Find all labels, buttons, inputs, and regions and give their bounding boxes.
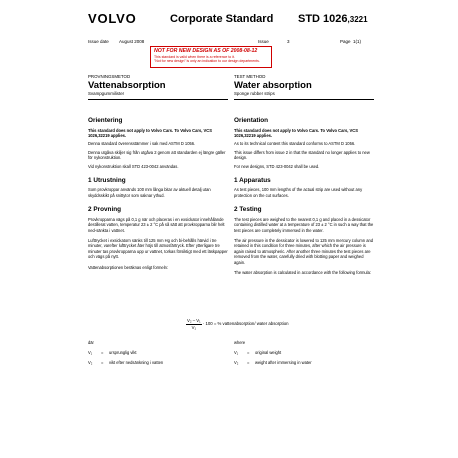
definition-v1 bbox=[234, 350, 374, 360]
formula-denominator: V₁ bbox=[191, 324, 196, 330]
orientation-notice: This standard does not apply to Volvo Cars. To Volvo Cars, VCS 1026,32219 applies. bbox=[234, 127, 358, 138]
section-2-para-2: Lufttrycket i exsickatorn sänks till 125 mm Hg och bi-behålls härvid i tre minuter, varefter lufttrycket åter höjs till atmosfärtryck. Efter ytterligare tre minuter tas provkropparna upp ur vattnet, torkas försiktigt med ett läskpapper och vägs på nytt. bbox=[88, 237, 228, 260]
title-divider bbox=[88, 99, 228, 100]
section-2-heading: 2 Provning bbox=[88, 206, 122, 214]
section-2-para-1: The test pieces are weighed to the nearest 0,1 g and placed in a dessicator containing distilled water at a temperature of 23 ± 2 °C in such a way that the test pieces are completely immersed in the water. bbox=[234, 216, 374, 233]
orientation-para-2: This issue differs from issue 2 in that the standard no longer applies to new design. bbox=[234, 149, 370, 161]
doc-type: PROVNINGSMETOD bbox=[88, 74, 131, 79]
equals-sign: = bbox=[247, 350, 250, 355]
section-2-para-1: Provkropparna vägs på 0,1 g när och placeras i en exsickator innehållande destillerat vatten, temperatur 23 ± 2 °C på så sätt att provkropparna blir helt ned-sänkta i vattnet. bbox=[88, 216, 225, 233]
definition-v2-text: weight after immersing in water bbox=[255, 360, 312, 365]
page-label: Page bbox=[340, 39, 351, 44]
orientation-para-3: For new designs, STD 423-0042 shall be used. bbox=[234, 163, 320, 169]
standard-number-suffix: ,3221 bbox=[347, 15, 368, 24]
orientation-para-3: Vid nykonstruktion skall STD 423-0042 användas. bbox=[88, 163, 179, 169]
orientation-para-2: Denna utgåva skiljer sig från utgåva 2 genom att standarden ej längre gäller för nykonstruktion. bbox=[88, 149, 226, 161]
english-definitions bbox=[234, 340, 374, 370]
issue-date-label: Issue date bbox=[88, 39, 109, 44]
symbol-v1: V₁ bbox=[234, 350, 239, 355]
standard-number-main: STD 1026 bbox=[298, 13, 348, 25]
where-label: where bbox=[234, 340, 246, 345]
where-row bbox=[88, 340, 228, 350]
orientation-heading: Orientation bbox=[234, 117, 269, 124]
section-2-para-3: Vattenabsorptionen beräknas enligt formeln: bbox=[88, 264, 169, 270]
section-1-para: As test pieces, 100 mm lengths of the actual strip are used without any protection on the cut surfaces. bbox=[234, 187, 363, 198]
issue-number: 3 bbox=[287, 39, 290, 44]
stamp-title: NOT FOR NEW DESIGN AS OF 2008-08-12 bbox=[154, 48, 258, 54]
definition-v1 bbox=[88, 350, 228, 360]
formula-fraction bbox=[186, 318, 202, 330]
definition-v2 bbox=[88, 360, 228, 370]
volvo-logo: VOLVO bbox=[88, 11, 137, 26]
doc-title: Water absorption bbox=[234, 79, 312, 91]
symbol-v2: V₂ bbox=[234, 360, 239, 365]
header bbox=[88, 12, 370, 25]
symbol-v1: V₁ bbox=[88, 350, 93, 355]
equals-sign: = bbox=[101, 350, 104, 355]
definition-v2-text: vikt efter nedsänkning i vatten bbox=[109, 360, 164, 365]
doc-title: Vattenabsorption bbox=[88, 79, 166, 91]
water-absorption-formula bbox=[186, 318, 288, 330]
doc-type: TEST METHOD bbox=[234, 74, 266, 79]
orientation-para-1: Denna standard överensstämmer i sak med ASTM D 1056. bbox=[88, 141, 196, 147]
definition-v1-text: ursprunglig vikt bbox=[109, 350, 137, 355]
definition-v2 bbox=[234, 360, 374, 370]
doc-subtitle: Svampgummilister bbox=[88, 90, 125, 96]
equals-sign: = bbox=[101, 360, 104, 365]
section-2-heading: 2 Testing bbox=[234, 206, 262, 214]
equals-sign: = bbox=[247, 360, 250, 365]
english-column bbox=[234, 74, 374, 275]
stamp-line-1: This standard is valid when there is a reference to it. bbox=[154, 54, 235, 59]
where-label: där bbox=[88, 340, 94, 345]
section-1-para: Som provkroppar används 100 mm långa bitar av aktuell detalj utan skyddsskikt på snittytor som saknar ythud. bbox=[88, 187, 211, 198]
title-divider bbox=[234, 99, 374, 100]
formula-numerator: V₂ – V₁ bbox=[187, 318, 201, 323]
section-2-para-3: The water absorption is calculated in accordance with the following formula: bbox=[234, 270, 371, 275]
section-1-heading: 1 Apparatus bbox=[234, 176, 271, 184]
orientation-notice: This standard does not apply to Volvo Cars. To Volvo Cars, VCS 1026,32219 applies. bbox=[88, 127, 212, 138]
issue-label: Issue bbox=[258, 39, 269, 44]
symbol-v2: V₂ bbox=[88, 360, 93, 365]
standard-number bbox=[298, 13, 368, 26]
where-row bbox=[234, 340, 374, 350]
issue-date: August 2008 bbox=[119, 39, 145, 44]
not-for-new-design-stamp bbox=[150, 46, 272, 68]
section-2-para-2: The air pressure in the dessicator is lowered to 125 mm mercury column and retained in this condition for three minutes, after which the air pressure is again raised to atmospheric. After another three minutes the test pieces are removed from the water, carefully dried with blotting paper and weighed again. bbox=[234, 237, 374, 265]
orientation-heading: Orientering bbox=[88, 117, 123, 124]
standard-type: Corporate Standard bbox=[170, 13, 274, 25]
swedish-definitions bbox=[88, 340, 228, 370]
section-1-heading: 1 Utrustning bbox=[88, 176, 126, 184]
stamp-line-2: "Not for new design" is only an indication to our design departments. bbox=[154, 59, 260, 64]
doc-subtitle: Sponge rubber strips bbox=[234, 90, 275, 96]
swedish-column bbox=[88, 74, 228, 270]
orientation-para-1: As to its technical content this standard conforms to ASTM D 1056. bbox=[234, 141, 356, 147]
definition-v1-text: original weight bbox=[255, 350, 282, 355]
formula-rest: · 100 = % vattenabsorption/ water absorption bbox=[202, 321, 289, 327]
page-number: 1(1) bbox=[353, 39, 362, 44]
